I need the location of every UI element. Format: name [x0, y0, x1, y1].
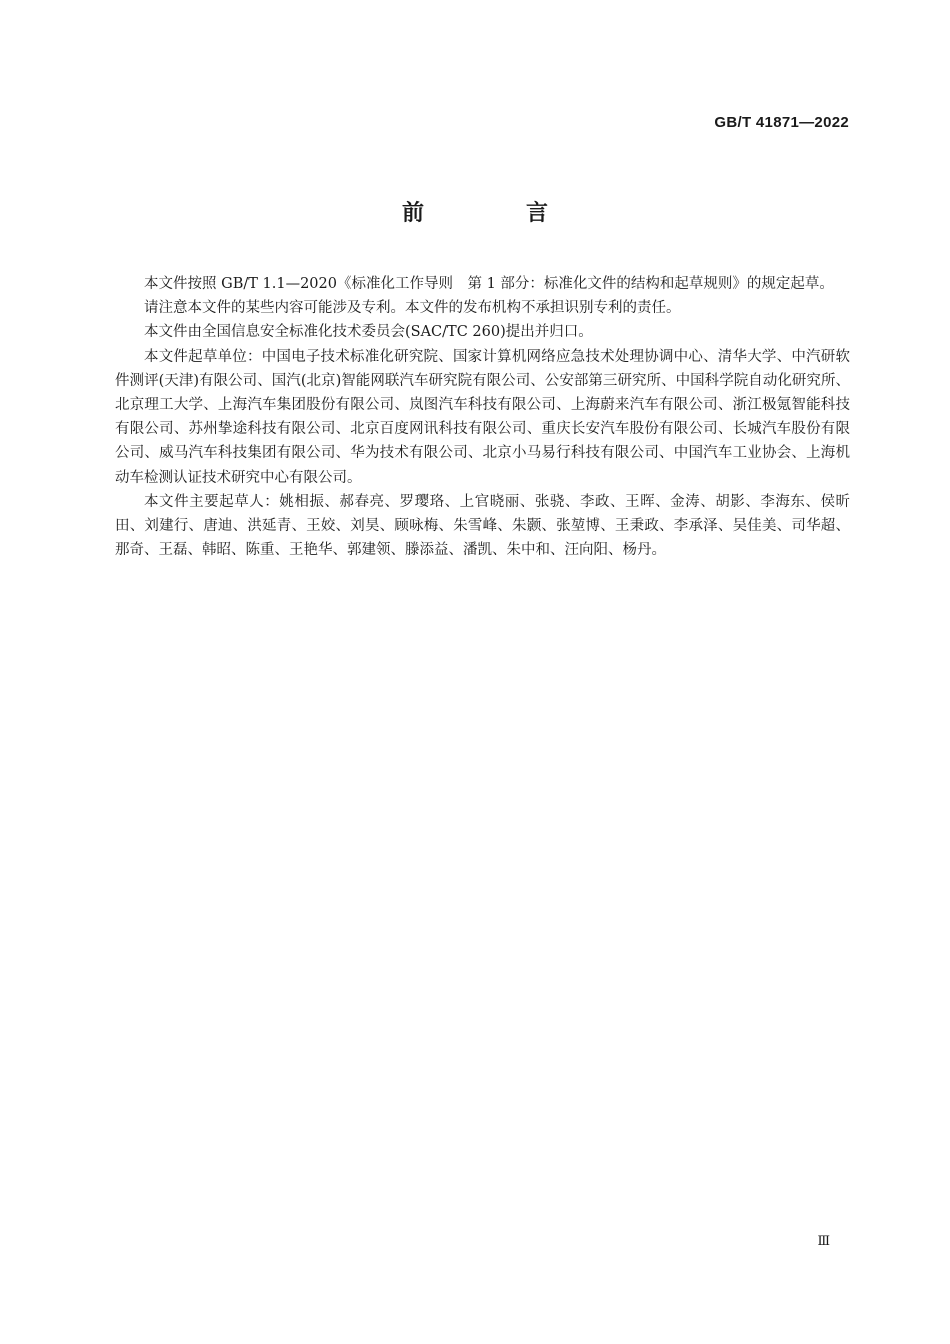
page-number: Ⅲ — [817, 1234, 830, 1249]
paragraph-committee: 本文件由全国信息安全标准化技术委员会(SAC/TC 260)提出并归口。 — [144, 324, 593, 341]
paragraph-patent-notice: 请注意本文件的某些内容可能涉及专利。本文件的发布机构不承担识别专利的责任。 — [144, 300, 681, 317]
paragraph-drafting-rules: 本文件按照 GB/T 1.1—2020《标准化工作导则 第 1 部分：标准化文件的结构和起草规则》的规定起草。 — [144, 276, 834, 292]
paragraph-drafters: 本文件主要起草人：姚相振、郝春亮、罗璎珞、上官晓丽、张骁、李政、王晖、金涛、胡影、李海东、侯昕田、刘建行、唐迪、洪延青、王姣、刘昊、顾咏梅、朱雪峰、朱颢、张堃博、王秉政、李承泽、吴佳美、司华超、那奇、王磊、韩昭、陈重、王艳华、郭建领、滕添益、潘凯、朱中和、汪向阳、杨丹。 — [115, 493, 850, 559]
page-title: 前 言 — [401, 201, 588, 226]
foreword-body — [115, 272, 850, 562]
paragraph-drafting-units: 本文件起草单位：中国电子技术标准化研究院、国家计算机网络应急技术处理协调中心、清华大学、中汽研软件测评(天津)有限公司、国汽(北京)智能网联汽车研究院有限公司、公安部第三研究所、中国科学院自动化研究所、北京理工大学、上海汽车集团股份有限公司、岚图汽车科技有限公司、上海蔚来汽车有限公司、浙江极氪智能科技有限公司、苏州挚途科技有限公司、北京百度网讯科技有限公司、重庆长安汽车股份有限公司、长城汽车股份有限公司、威马汽车科技集团有限公司、华为技术有限公司、北京小马易行科技有限公司、中国汽车工业协会、上海机动车检测认证技术研究中心有限公司。 — [115, 348, 850, 486]
standard-code: GB/T 41871—2022 — [714, 114, 849, 131]
